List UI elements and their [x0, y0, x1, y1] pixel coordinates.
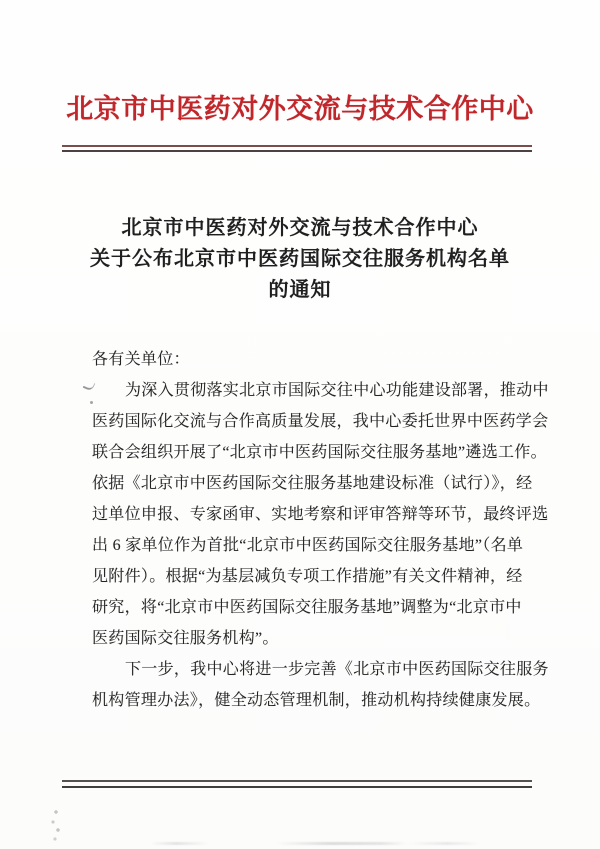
paragraph-1-line: 医药国际交往服务机构”。	[92, 630, 279, 647]
document-body	[92, 344, 557, 716]
document-title-line-3: 的通知	[268, 279, 332, 301]
paragraph-1-line: 出 6 家单位作为首批“北京市中医药国际交往服务基地”（名单	[92, 537, 524, 554]
scan-artifact-dot	[90, 401, 93, 404]
paragraph-2-line: 机构管理办法》，健全动态管理机制，推动机构持续健康发展。	[92, 692, 541, 709]
scan-artifact-smudge	[150, 842, 480, 845]
paragraph-1-line: 联合会组织开展了“北京市中医药国际交往服务基地”遴选工作。	[92, 444, 547, 461]
scan-artifact-speckles	[50, 808, 64, 846]
document-title-line-2: 关于公布北京市中医药国际交往服务机构名单	[90, 248, 510, 270]
paragraph-1-line: 见附件）。根据“为基层减负专项工作措施”有关文件精神，经	[92, 568, 523, 585]
paragraph-1-line: 医药国际化交流与合作高质量发展，我中心委托世界中医药学会	[92, 413, 549, 430]
salutation: 各有关单位：	[92, 351, 190, 368]
letterhead-org-name: 北京市中医药对外交流与技术合作中心	[66, 94, 534, 124]
document-title-line-1: 北京市中医药对外交流与技术合作中心	[121, 217, 479, 239]
paragraph-1-line: 过单位申报、专家函审、实地考察和评审答辩等环节，最终评选	[92, 506, 549, 523]
footer-divider	[62, 780, 532, 788]
paragraph-1-line: 研究，将“北京市中医药国际交往服务基地”调整为“北京市中	[92, 599, 522, 616]
letterhead-divider	[62, 145, 532, 152]
paragraph-2-line: 下一步，我中心将进一步完善《北京市中医药国际交往服务	[125, 661, 549, 678]
paragraph-1-line: 为深入贯彻落实北京市国际交往中心功能建设部署，推动中	[125, 382, 549, 399]
paragraph-1-line: 依据《北京市中医药国际交往服务基地建设标准（试行）》，经	[92, 475, 533, 492]
document-title	[0, 213, 600, 306]
